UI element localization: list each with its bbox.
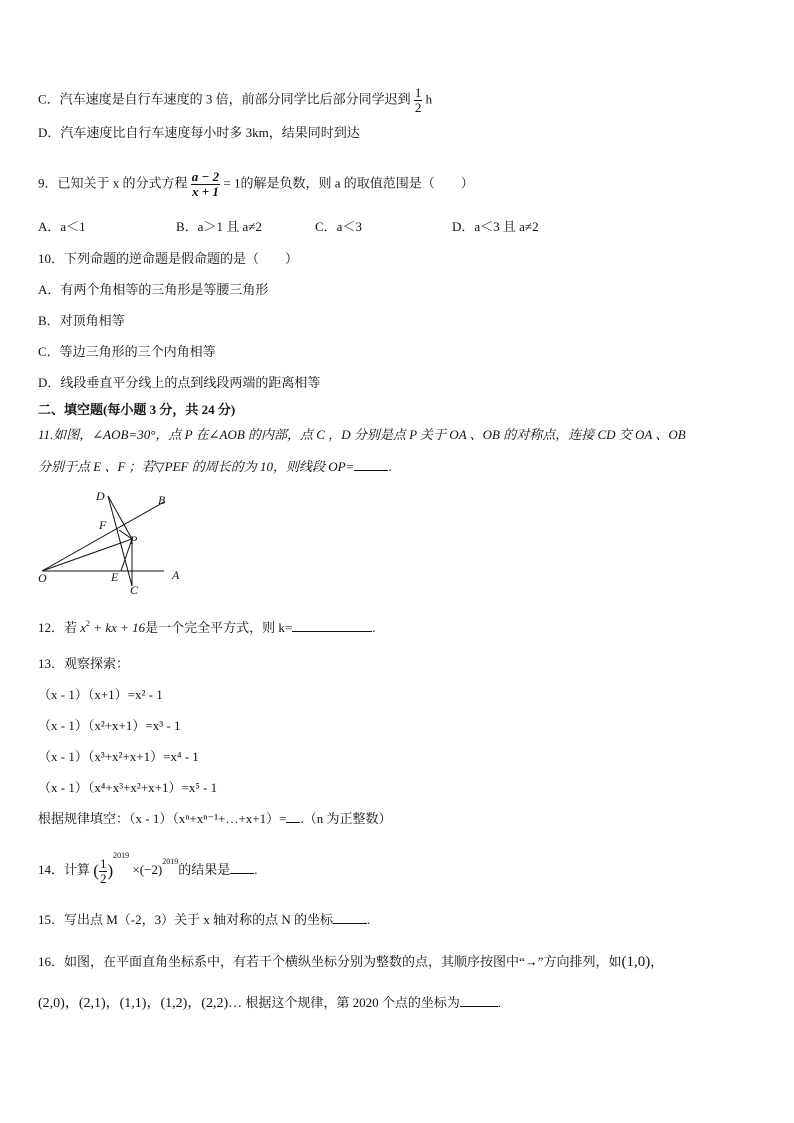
- q11-line2: 分别于点 E 、F ；若▽PEF 的周长的为 10，则线段 OP= .: [38, 459, 392, 474]
- label-o: O: [38, 571, 47, 585]
- q13-line-4: （x - 1）（x⁴+x³+x²+x+1）=x⁵ - 1: [38, 780, 218, 795]
- q13-line-2: （x - 1）（x²+x+1）=x³ - 1: [38, 718, 181, 733]
- q13-line-3: （x - 1）（x³+x²+x+1）=x⁴ - 1: [38, 749, 199, 764]
- q12-answer-blank: [292, 619, 372, 632]
- label-p: P: [130, 533, 138, 547]
- q10-option-d: D．线段垂直平分线上的点到线段两端的距离相等: [38, 375, 321, 390]
- q14: 14．计算 ( $\frac{1}{2}$ )$^{2019} \times(-2)^{2019}$的结果是 .: [38, 851, 258, 886]
- q13-answer-blank: [286, 810, 300, 823]
- q13-line-1: （x - 1）（x+1）=x² - 1: [38, 687, 163, 702]
- q8-option-c-fraction: $\frac{1}{2}$: [414, 85, 422, 115]
- q8-option-c-text: C．汽车速度是自行车速度的 3 倍，前部分同学比后部分同学迟到: [38, 91, 411, 107]
- q10-option-c: C．等边三角形的三个内角相等: [38, 344, 216, 359]
- q9-fraction: $\frac{a - 2}{x + 1}$: [191, 169, 220, 199]
- q9-option-d: D．a＜3 且 a≠2: [452, 219, 539, 234]
- q13-rule: 根据规律填空：（x - 1）（xⁿ+xⁿ⁻¹+…+x+1）= .（n 为正整数）: [38, 811, 392, 826]
- label-c: C: [130, 583, 139, 597]
- q9-stem: 9．已知关于 x 的分式方程 $\frac{a - 2}{x + 1}$ = 1的解是负数，则 a 的取值范围是（ ）: [38, 169, 474, 199]
- label-b: B: [158, 493, 166, 507]
- section-title-fill-in: 二、填空题(每小题 3 分，共 24 分): [38, 402, 236, 417]
- label-e: E: [111, 570, 119, 584]
- q9-option-c: C．a＜3: [315, 219, 362, 234]
- q10-option-b: B．对顶角相等: [38, 313, 125, 328]
- label-a: A: [172, 568, 180, 582]
- label-d: D: [96, 489, 105, 503]
- q8-option-c: [38, 86, 432, 115]
- q16-line1: 16．如图，在平面直角坐标系中，有若干个横纵坐标分别为整数的点，其顺序按图中“→”方向排列，如(1,0)，: [38, 954, 664, 970]
- q9-option-a: A．a＜1: [38, 219, 86, 234]
- q14-answer-blank: [230, 861, 254, 874]
- label-f: F: [99, 518, 107, 532]
- q11-answer-blank: [354, 458, 388, 471]
- q8-option-c-unit: h: [425, 91, 433, 107]
- q16-line2: (2,0)，(2,1)，(1,1)，(1,2)，(2,2)… 根据这个规律，第 2020 个点的坐标为 .: [38, 995, 502, 1011]
- q10-stem: 10．下列命题的逆命题是假命题的是（ ）: [38, 251, 299, 266]
- q14-fraction: $\frac{1}{2}$: [99, 855, 107, 886]
- q10-option-a: A．有两个角相等的三角形是等腰三角形: [38, 282, 269, 297]
- q15: 15．写出点 M（-2，3）关于 x 轴对称的点 N 的坐标 .: [38, 912, 371, 927]
- q13-title: 13．观察探索：: [38, 656, 130, 671]
- q12: 12．若 $x^2$ + kx + 16是一个完全平方式，则 k= .: [38, 619, 376, 635]
- q11-figure: [36, 488, 186, 598]
- q8-option-d: D．汽车速度比自行车速度每小时多 3km，结果同时到达: [38, 125, 360, 140]
- q15-answer-blank: [333, 911, 367, 924]
- q9-option-b: B．a＞1 且 a≠2: [176, 219, 262, 234]
- q11-line1: 11.如图，∠AOB=30°，点 P 在∠AOB 的内部，点 C ，D 分别是点 P 关于 OA 、OB 的对称点，连接 CD 交 OA 、OB: [38, 427, 686, 442]
- q16-answer-blank: [460, 994, 498, 1007]
